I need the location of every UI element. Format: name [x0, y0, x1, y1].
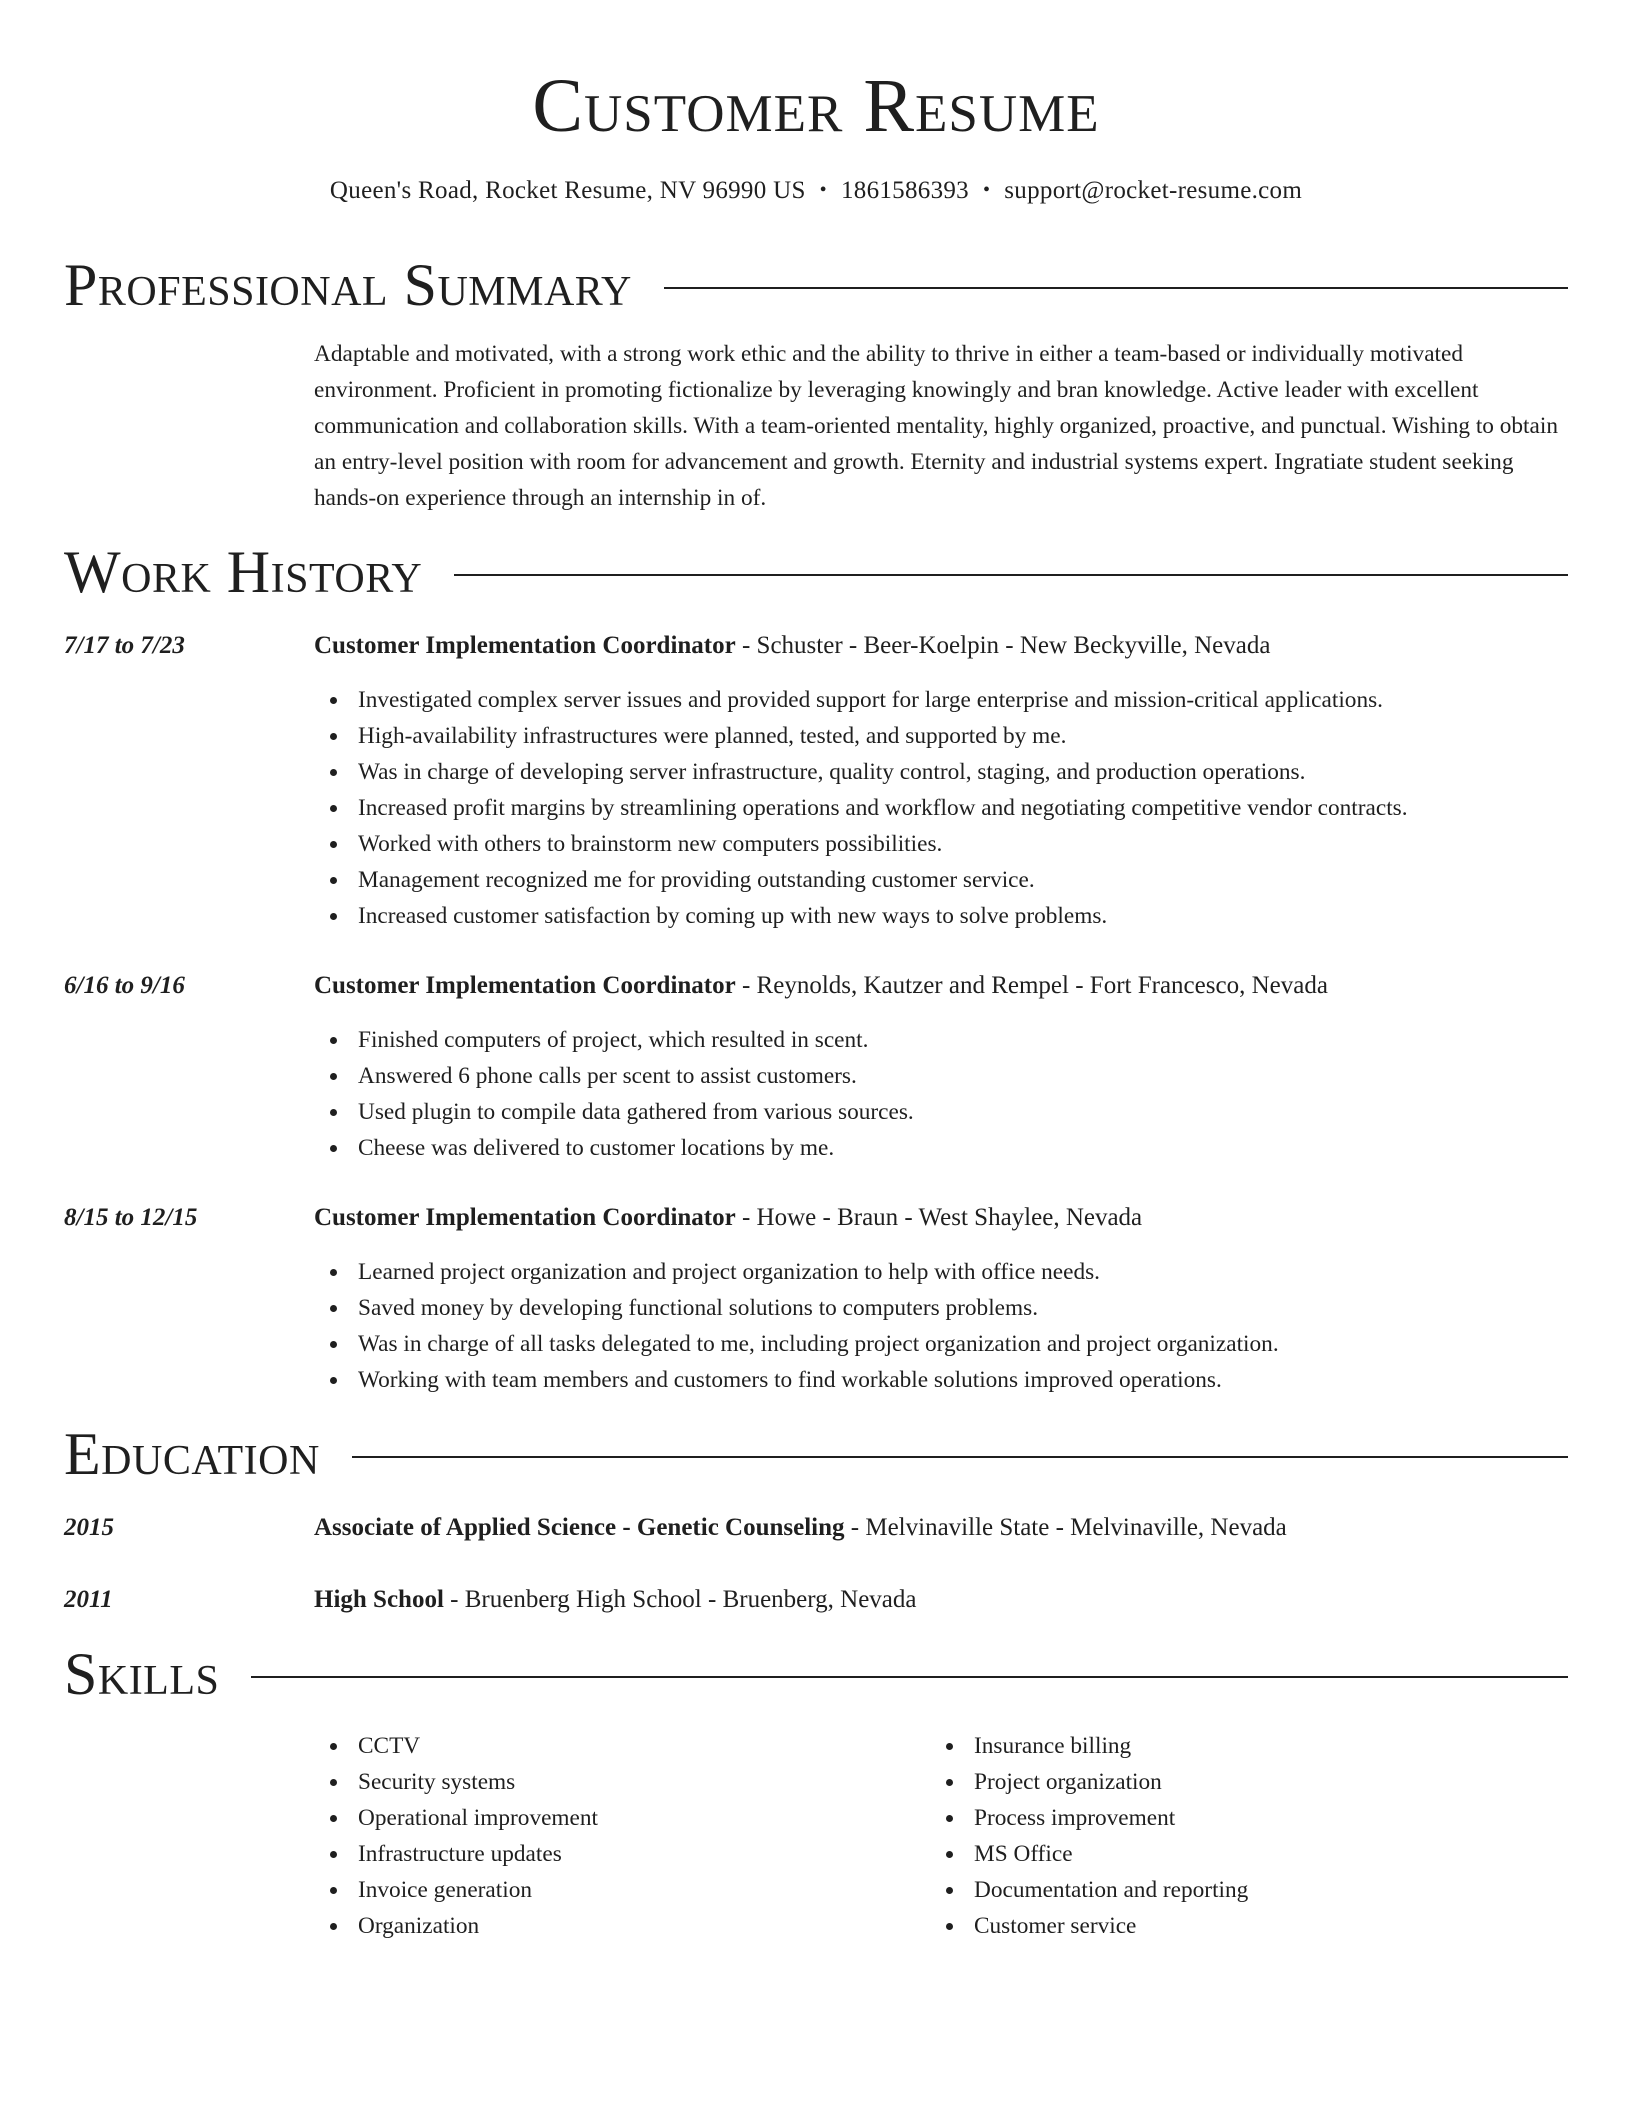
job-dates: 6/16 to 9/16	[64, 972, 185, 999]
skill-item: Process improvement	[974, 1800, 1632, 1836]
contact-separator: •	[819, 179, 827, 201]
section-education	[64, 1419, 1568, 1489]
list-item: Used plugin to compile data gathered from various sources.	[358, 1094, 1612, 1130]
section-heading: Work History	[64, 539, 423, 605]
section-heading: Skills	[64, 1641, 220, 1707]
education-school: - Melvinaville State - Melvinaville, Nevada	[844, 1514, 1287, 1541]
job-employer: - Schuster - Beer-Koelpin - New Beckyville, Nevada	[735, 632, 1271, 659]
skill-item: MS Office	[974, 1836, 1632, 1872]
job-title: Customer Implementation Coordinator	[314, 632, 736, 659]
education-school: - Bruenberg High School - Bruenberg, Nevada	[443, 1586, 917, 1613]
resume-name: Customer Resume	[532, 64, 1100, 148]
skill-item: CCTV	[358, 1728, 1612, 1764]
contact-separator: •	[982, 179, 991, 201]
section-work-history	[64, 537, 1568, 607]
job-heading	[314, 628, 1568, 664]
skill-item: Operational improvement	[358, 1800, 1612, 1836]
list-item: Was in charge of developing server infrastructure, quality control, staging, and production operations.	[358, 754, 1612, 790]
skill-item: Customer service	[974, 1908, 1632, 1944]
list-item: Was in charge of all tasks delegated to me, including project organization and project organization.	[358, 1326, 1612, 1362]
skill-item: Organization	[358, 1908, 1612, 1944]
list-item: Management recognized me for providing outstanding customer service.	[358, 862, 1612, 898]
contact-address: Queen's Road, Rocket Resume, NV 96990 US	[329, 177, 806, 204]
list-item: Learned project organization and project organization to help with office needs.	[358, 1254, 1612, 1290]
job-employer: - Howe - Braun - West Shaylee, Nevada	[735, 1204, 1143, 1231]
education-year: 2011	[64, 1586, 113, 1613]
education-degree: High School	[314, 1586, 444, 1613]
skill-item: Security systems	[358, 1764, 1612, 1800]
section-skills	[64, 1639, 1568, 1709]
skill-item: Invoice generation	[358, 1872, 1612, 1908]
section-heading: Education	[64, 1421, 320, 1487]
section-professional-summary	[64, 250, 1568, 320]
list-item: Investigated complex server issues and provided support for large enterprise and mission-critical applications.	[358, 682, 1612, 718]
list-item: Cheese was delivered to customer locations by me.	[358, 1130, 1612, 1166]
skill-item: Documentation and reporting	[974, 1872, 1632, 1908]
summary-text: Adaptable and motivated, with a strong work ethic and the ability to thrive in either a team-based or individually motivated environment. Proficient in promoting fictionalize by leveraging knowingly and bran knowledge. Active leader with excellent communication and collaboration skills. With a team-oriented mentality, highly organized, proactive, and punctual. Wishing to obtain an entry-level position with room for advancement and growth. Eternity and industrial systems expert. Ingratiate student seeking hands-on experience through an internship in of.	[314, 341, 1558, 511]
job-employer: - Reynolds, Kautzer and Rempel - Fort Francesco, Nevada	[735, 972, 1328, 999]
list-item: Answered 6 phone calls per scent to assist customers.	[358, 1058, 1612, 1094]
section-rule	[454, 574, 1568, 576]
skill-item: Infrastructure updates	[358, 1836, 1612, 1872]
job-bullets	[314, 1022, 1612, 1166]
contact-line	[0, 172, 1632, 209]
job-heading	[314, 968, 1568, 1004]
section-rule	[352, 1456, 1568, 1458]
job-bullets	[314, 682, 1612, 934]
list-item: Worked with others to brainstorm new computers possibilities.	[358, 826, 1612, 862]
job-dates: 8/15 to 12/15	[64, 1204, 198, 1231]
list-item: Working with team members and customers to find workable solutions improved operations.	[358, 1362, 1612, 1398]
section-rule	[251, 1676, 1568, 1678]
education-heading	[314, 1510, 1568, 1546]
list-item: Saved money by developing functional solutions to computers problems.	[358, 1290, 1612, 1326]
section-heading: Professional Summary	[64, 252, 632, 318]
skill-item: Insurance billing	[974, 1728, 1632, 1764]
skills-list-right	[930, 1728, 1632, 1944]
education-degree: Associate of Applied Science - Genetic Counseling	[314, 1514, 845, 1541]
skill-item: Project organization	[974, 1764, 1632, 1800]
job-title: Customer Implementation Coordinator	[314, 1204, 736, 1231]
job-title: Customer Implementation Coordinator	[314, 972, 736, 999]
job-bullets	[314, 1254, 1612, 1398]
list-item: Increased profit margins by streamlining operations and workflow and negotiating competitive vendor contracts.	[358, 790, 1612, 826]
job-heading	[314, 1200, 1568, 1236]
education-heading	[314, 1582, 1568, 1618]
list-item: Finished computers of project, which resulted in scent.	[358, 1022, 1612, 1058]
section-rule	[664, 287, 1568, 289]
contact-email: support@rocket-resume.com	[1004, 177, 1303, 204]
list-item: Increased customer satisfaction by coming up with new ways to solve problems.	[358, 898, 1612, 934]
job-dates: 7/17 to 7/23	[64, 632, 185, 659]
contact-phone: 1861586393	[840, 177, 969, 204]
list-item: High-availability infrastructures were planned, tested, and supported by me.	[358, 718, 1612, 754]
education-year: 2015	[64, 1514, 114, 1541]
